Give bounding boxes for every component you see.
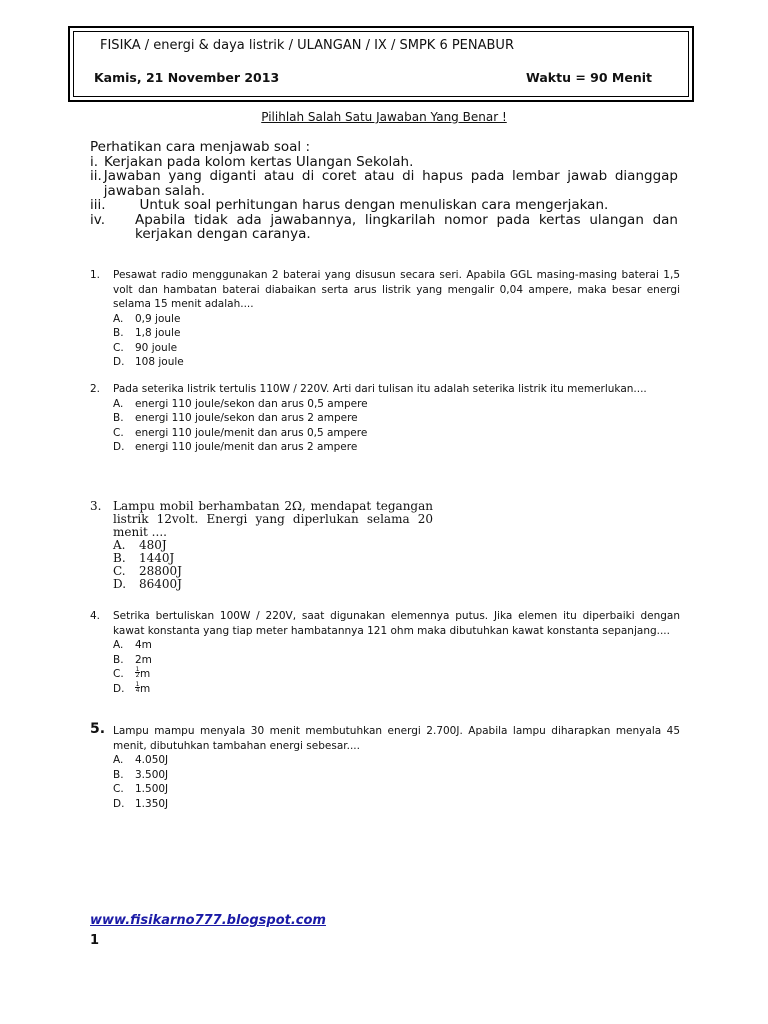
answer-option[interactable] [113,355,680,370]
fraction-numerator: 1 [135,680,140,688]
option-text: energi 110 joule/menit dan arus 0,5 ampere [135,426,368,439]
question-3 [90,500,680,591]
rule-item [90,169,678,198]
option-letter: D. [113,682,125,695]
instruction-heading: Pilihlah Salah Satu Jawaban Yang Benar ! [261,110,507,124]
rule-item [90,198,678,213]
option-letter: B. [113,412,124,424]
rule-text: Apabila tidak ada jawabannya, lingkarilah nomor pada kertas ulangan dan kerjakan dengan caranya. [134,211,678,242]
option-unit: m [140,682,151,695]
answer-option[interactable] [113,539,680,552]
option-letter: D. [113,356,125,368]
fraction-denominator: 2 [135,672,140,679]
option-letter: C. [113,668,124,680]
blog-link[interactable]: www.fisikarno777.blogspot.com [90,913,326,928]
rule-text: Untuk soal perhitungan harus dengan menuliskan cara mengerjakan. [139,197,609,213]
option-letter: C. [113,426,124,439]
option-text: 90 joule [135,341,178,354]
header-box [68,26,694,102]
answer-option[interactable] [113,411,680,426]
answer-options [113,312,680,370]
rule-number: iii. [90,197,106,213]
rule-item [90,213,678,242]
option-letter: A. [113,639,124,651]
answer-option[interactable] [113,753,680,768]
answer-option[interactable] [113,653,680,668]
question-text: Lampu mobil berhambatan 2Ω, mendapat tegangan listrik 12volt. Energi yang diperlukan selama 20 menit .... [113,499,433,539]
option-unit: m [140,668,151,680]
question-number: 5. [90,721,106,737]
option-text: 108 joule [135,356,184,368]
option-text: 1,8 joule [135,327,181,339]
option-letter: A. [113,538,126,552]
answer-option[interactable] [113,397,680,412]
option-text: energi 110 joule/menit dan arus 2 ampere [135,441,358,453]
option-letter: D. [113,577,127,591]
option-letter: D. [113,797,125,810]
option-text: 4.050J [135,754,169,766]
exam-duration: Waktu = 90 Menit [526,70,652,85]
question-text: Setrika bertuliskan 100W / 220V, saat digunakan elemennya putus. Jika elemen itu diperbaiki dengan kawat konstanta yang tiap meter hambatannya 121 ohm maka dibutuhkan kawat konstanta sepanjang.... [113,610,680,637]
option-text: 86400J [139,577,182,591]
answer-options [113,397,680,455]
option-text: energi 110 joule/sekon dan arus 0,5 ampere [135,397,368,410]
header-inner-border [73,31,689,97]
answer-option[interactable] [113,682,680,697]
question-5 [90,721,680,811]
answer-option[interactable] [113,552,680,565]
option-letter: C. [113,783,124,795]
answer-option[interactable] [113,578,680,591]
rule-text: Jawaban yang diganti atau di coret atau di hapus pada lembar jawab dianggap jawaban salah. [103,168,678,199]
answer-option[interactable] [113,768,680,783]
option-letter: C. [113,341,124,354]
answer-option[interactable] [113,638,680,653]
rules-intro: Perhatikan cara menjawab soal : [90,139,311,155]
option-letter: A. [113,397,124,410]
rule-number: i. [90,153,99,170]
answer-options [113,753,680,811]
rule-item [90,155,678,170]
answer-option[interactable] [113,797,680,812]
question-text: Lampu mampu menyala 30 menit membutuhkan energi 2.700J. Apabila lampu diharapkan menyala 45 menit, dibutuhkan tambahan energi sebesar.... [113,725,680,752]
rule-text: Kerjakan pada kolom kertas Ulangan Sekolah. [104,153,414,170]
rule-number: ii. [90,168,102,184]
question-text: Pesawat radio menggunakan 2 baterai yang disusun secara seri. Apabila GGL masing-masing baterai 1,5 volt dan hambatan baterai diabaikan serta arus listrik yang mengalir 0,04 ampere, maka besar energi selama 15 menit adalah.... [113,269,680,310]
answer-option[interactable] [113,426,680,441]
page-number: 1 [90,933,100,948]
question-text: Pada seterika listrik tertulis 110W / 220V. Arti dari tulisan itu adalah seterika listrik itu memerlukan.... [113,383,647,395]
option-text: 1.350J [135,797,169,810]
option-text: 28800J [139,564,182,578]
answer-option[interactable] [113,440,680,455]
option-text: 1440J [139,551,175,565]
question-2 [90,382,680,455]
option-letter: B. [113,768,124,781]
fraction-denominator: 4 [135,686,140,694]
option-text: energi 110 joule/sekon dan arus 2 ampere [135,412,358,424]
answer-options [113,539,680,591]
question-number: 3. [90,499,102,513]
answer-options [113,638,680,696]
exam-title: FISIKA / energi & daya listrik / ULANGAN / IX / SMPK 6 PENABUR [100,38,514,53]
option-letter: B. [113,327,124,339]
option-text: 4m [135,639,152,651]
option-letter: A. [113,312,124,325]
option-text: 2m [135,653,152,666]
question-4 [90,609,680,696]
question-number: 1. [90,269,101,281]
rule-number: iv. [90,211,105,228]
option-text: 480J [139,538,167,552]
answer-option[interactable] [113,341,680,356]
option-text: 1.500J [135,783,169,795]
exam-date: Kamis, 21 November 2013 [94,70,280,85]
answer-option[interactable] [113,782,680,797]
option-letter: B. [113,551,126,565]
option-text: 3.500J [135,768,169,781]
option-letter: C. [113,564,126,578]
answer-option[interactable] [113,667,680,682]
answer-option[interactable] [113,312,680,327]
option-text: 0,9 joule [135,312,181,325]
question-number: 4. [90,610,101,622]
fraction-numerator: 1 [135,666,140,673]
question-1 [90,268,680,370]
option-letter: A. [113,754,124,766]
answer-option[interactable] [113,565,680,578]
question-number: 2. [90,383,101,395]
option-letter: D. [113,441,125,453]
answer-option[interactable] [113,326,680,341]
answer-rules [90,140,678,242]
option-letter: B. [113,653,124,666]
